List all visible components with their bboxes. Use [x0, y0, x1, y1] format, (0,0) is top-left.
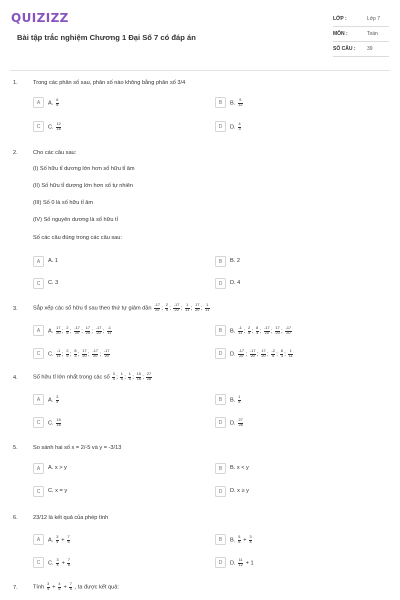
option-text — [230, 396, 242, 404]
denominator: 5 — [120, 376, 123, 381]
text-segment: D. — [230, 124, 238, 131]
text-segment: A. — [48, 100, 55, 107]
text-segment: Số hữu tỉ lớn nhất trong các số — [33, 374, 112, 381]
text-segment: C. — [48, 351, 56, 358]
question-text — [33, 583, 119, 591]
meta-grade-label: LỚP : — [333, 16, 347, 22]
fraction — [74, 350, 77, 358]
option-letter: B — [215, 463, 226, 474]
numerator: 27 — [146, 372, 152, 376]
text-segment: + 1 — [244, 560, 254, 567]
denominator: 20 — [195, 307, 200, 312]
denominator: 4 — [47, 586, 50, 591]
fraction — [104, 350, 110, 358]
fraction — [85, 327, 90, 335]
option-text: D. 4 — [230, 280, 241, 286]
fraction — [205, 304, 210, 312]
question-number: 1. — [13, 80, 18, 86]
numerator: 4 — [238, 122, 241, 126]
separator: ; — [245, 351, 249, 358]
separator: ; — [116, 374, 120, 381]
option-text — [48, 350, 111, 358]
fraction — [47, 583, 50, 591]
option-text: B. 2 — [230, 258, 240, 264]
fraction — [248, 327, 251, 335]
separator: ; — [169, 305, 173, 312]
text-segment: Tính — [33, 584, 46, 591]
text-segment: Sắp xếp các số hữu tỉ sau theo thứ tự giảm dần — [33, 305, 154, 312]
option-letter: C — [33, 121, 44, 132]
denominator: 16 — [56, 422, 61, 427]
numerator: 8 — [280, 349, 283, 353]
option-letter: B — [215, 534, 226, 545]
fraction — [56, 99, 59, 107]
numerator: 3 — [249, 535, 252, 539]
operator: + — [50, 584, 58, 591]
option-letter: A — [33, 394, 44, 405]
fraction — [56, 536, 59, 544]
denominator: 20 — [261, 353, 266, 358]
fraction — [250, 350, 256, 358]
numerator: 8 — [256, 326, 259, 330]
fraction — [285, 327, 291, 335]
numerator: 3 — [56, 395, 59, 399]
numerator: 7 — [67, 558, 70, 562]
denominator: 20 — [275, 330, 280, 335]
denominator: 6 — [67, 539, 70, 544]
numerator: -17 — [95, 326, 102, 330]
separator: ; — [61, 328, 65, 335]
question-text: Trong các phân số sau, phân số nào không bằng phân số 3/4 — [33, 80, 186, 86]
option-text — [48, 327, 113, 335]
fraction — [56, 350, 61, 358]
fraction — [66, 350, 69, 358]
fraction — [107, 327, 112, 335]
denominator: 20 — [82, 353, 87, 358]
fraction — [146, 373, 151, 381]
option-letter: B — [215, 394, 226, 405]
header-divider — [10, 70, 390, 71]
meta-count — [333, 42, 389, 57]
numerator: 12 — [56, 122, 61, 126]
option-letter: A — [33, 463, 44, 474]
separator: ; — [161, 305, 165, 312]
numerator: 1 — [289, 349, 292, 353]
text-segment: A. — [48, 397, 55, 404]
fraction — [66, 327, 69, 335]
document-title: Bài tập trắc nghiệm Chương 1 Đại Số 7 có đáp án — [17, 33, 196, 42]
denominator: 5 — [272, 353, 275, 358]
option-letter: C — [33, 348, 44, 359]
denominator: 20 — [239, 353, 244, 358]
denominator: 11 — [185, 307, 190, 312]
fraction — [256, 327, 259, 335]
denominator: 4 — [112, 376, 115, 381]
numerator: 3 — [56, 535, 59, 539]
header — [0, 0, 400, 66]
fraction — [238, 123, 241, 131]
fraction — [238, 350, 244, 358]
numerator: 15 — [56, 418, 61, 422]
fraction — [238, 327, 243, 335]
denominator: 12 — [238, 102, 243, 107]
numerator: 3 — [47, 582, 50, 586]
denominator: 4 — [56, 399, 59, 404]
meta-subject-value: Toán — [367, 31, 378, 37]
numerator: 17 — [275, 326, 280, 330]
numerator: -1 — [107, 326, 111, 330]
statement-1: (I) Số hữu tỉ dương lớn hơn số hữu tỉ âm — [33, 166, 135, 172]
denominator: 4 — [249, 539, 252, 544]
denominator: 5 — [69, 586, 72, 591]
numerator: 17 — [85, 326, 90, 330]
fraction — [56, 396, 59, 404]
fraction — [173, 304, 179, 312]
fraction — [67, 536, 70, 544]
denominator: 20 — [56, 330, 61, 335]
separator: ; — [142, 374, 146, 381]
separator: ; — [284, 351, 288, 358]
option-letter: B — [215, 256, 226, 267]
denominator: 20 — [85, 330, 90, 335]
fraction — [56, 419, 61, 427]
numerator: 1 — [128, 372, 131, 376]
option-letter: C — [33, 417, 44, 428]
numerator: 8 — [74, 349, 77, 353]
operator: + — [241, 537, 249, 544]
option-letter: D — [215, 417, 226, 428]
option-letter: B — [215, 325, 226, 336]
numerator: -1 — [56, 349, 61, 353]
fraction — [67, 559, 70, 567]
fraction — [120, 373, 123, 381]
fraction — [154, 304, 160, 312]
fraction — [185, 304, 190, 312]
separator: ; — [99, 351, 103, 358]
denominator: 20 — [75, 330, 80, 335]
option-text — [48, 123, 62, 131]
separator: ; — [69, 351, 74, 358]
option-text — [230, 327, 293, 335]
option-text — [230, 99, 244, 107]
meta-subject-label: MÔN : — [333, 31, 348, 37]
separator: ; — [61, 351, 65, 358]
numerator: -17 — [238, 349, 245, 353]
separator: ; — [132, 374, 136, 381]
option-text — [48, 419, 62, 427]
option-text: A. 1 — [48, 258, 58, 264]
separator: ; — [180, 305, 184, 312]
fraction — [264, 327, 270, 335]
denominator: 28 — [146, 376, 152, 381]
separator: ; — [266, 351, 271, 358]
numerator: -17 — [285, 326, 292, 330]
numerator: 7 — [67, 535, 70, 539]
text-segment: D. — [230, 560, 238, 567]
question-text: 23/12 là kết quả của phép tính — [33, 515, 109, 521]
denominator: 3 — [238, 126, 241, 131]
denominator: 5 — [165, 307, 168, 312]
fraction — [56, 123, 61, 131]
option-letter: A — [33, 534, 44, 545]
denominator: 16 — [56, 126, 61, 131]
text-segment: B. — [230, 328, 237, 335]
numerator: 1 — [238, 395, 241, 399]
option-letter: B — [215, 97, 226, 108]
fraction — [275, 327, 280, 335]
text-segment: A. — [48, 328, 55, 335]
text-segment: C. — [48, 560, 56, 567]
option-text: A. x > y — [48, 465, 67, 471]
option-text — [230, 536, 253, 544]
fraction — [249, 536, 252, 544]
separator: ; — [102, 328, 106, 335]
denominator: 3 — [256, 330, 259, 335]
denominator: 20 — [93, 353, 98, 358]
numerator: 15 — [136, 372, 141, 376]
question-number: 7. — [13, 585, 18, 591]
numerator: 3 — [56, 558, 59, 562]
separator: ; — [251, 328, 255, 335]
separator: ; — [259, 328, 263, 335]
fraction — [112, 373, 115, 381]
option-letter: A — [33, 97, 44, 108]
numerator: -2 — [271, 349, 275, 353]
numerator: -17 — [74, 326, 80, 330]
separator: ; — [88, 351, 92, 358]
numerator: -17 — [173, 303, 180, 307]
fraction — [238, 419, 243, 427]
option-letter: A — [33, 325, 44, 336]
fraction — [271, 350, 275, 358]
separator: ; — [91, 328, 95, 335]
denominator: 20 — [286, 330, 291, 335]
question-number: 5. — [13, 445, 18, 451]
fraction — [92, 350, 98, 358]
denominator: 11 — [56, 353, 61, 358]
fraction — [238, 99, 243, 107]
numerator: 6 — [56, 98, 59, 102]
question-number: 6. — [13, 515, 18, 521]
numerator: 5 — [238, 535, 241, 539]
numerator: 1 — [120, 372, 123, 376]
option-letter: D — [215, 278, 226, 289]
question-text: Cho các câu sau: — [33, 150, 77, 156]
denominator: 20 — [250, 353, 255, 358]
numerator: 4 — [58, 582, 61, 586]
numerator: 17 — [82, 349, 87, 353]
option-text — [48, 396, 60, 404]
fraction — [261, 350, 266, 358]
denominator: 8 — [56, 102, 59, 107]
fraction — [56, 327, 61, 335]
denominator: 5 — [238, 399, 241, 404]
text-segment: , ta được kết quả: — [73, 584, 119, 591]
numerator: 27 — [238, 418, 243, 422]
text-segment: D. — [230, 351, 238, 358]
fraction — [288, 350, 293, 358]
meta-grade — [333, 12, 389, 27]
numerator: -17 — [264, 326, 270, 330]
denominator: 5 — [128, 376, 131, 381]
operator: + — [60, 560, 67, 567]
numerator: 2 — [248, 326, 251, 330]
denominator: 12 — [238, 562, 243, 567]
question-prompt: Số các câu đúng trong các câu sau: — [33, 235, 122, 241]
denominator: 16 — [136, 376, 141, 381]
separator: ; — [243, 328, 247, 335]
denominator: 11 — [238, 330, 243, 335]
option-letter: D — [215, 121, 226, 132]
operator: + — [61, 584, 69, 591]
meta-subject — [333, 27, 389, 42]
numerator: -17 — [103, 349, 110, 353]
denominator: 6 — [238, 539, 241, 544]
denominator: 11 — [107, 330, 112, 335]
numerator: 17 — [56, 326, 61, 330]
separator: ; — [256, 351, 260, 358]
separator: ; — [124, 374, 128, 381]
numerator: -17 — [92, 349, 99, 353]
meta-grade-value: Lớp 7 — [367, 16, 381, 22]
text-segment: A. — [48, 537, 55, 544]
option-letter: C — [33, 278, 44, 289]
statement-3: (III) Số 0 là số hữu tỉ âm — [33, 200, 94, 206]
denominator: 5 — [66, 353, 69, 358]
denominator: 5 — [58, 586, 61, 591]
denominator: 20 — [104, 353, 109, 358]
question-text: So sánh hai số x = 2/-5 và y = -3/13 — [33, 445, 122, 451]
denominator: 20 — [155, 307, 160, 312]
operator: + — [59, 537, 67, 544]
numerator: 1 — [206, 303, 209, 307]
numerator: 17 — [195, 303, 200, 307]
option-text: C. 3 — [48, 280, 59, 286]
denominator: 4 — [56, 539, 59, 544]
statement-4: (IV) Số nguyên dương là số hữu tỉ — [33, 217, 118, 223]
denominator: 11 — [205, 307, 210, 312]
fraction — [82, 350, 87, 358]
separator: ; — [81, 328, 85, 335]
denominator: 11 — [288, 353, 293, 358]
separator: ; — [271, 328, 275, 335]
meta-count-value: 39 — [367, 46, 373, 52]
question-number: 3. — [13, 306, 18, 312]
fraction — [238, 559, 243, 567]
option-letter: A — [33, 256, 44, 267]
fraction — [136, 373, 141, 381]
option-letter: C — [33, 486, 44, 497]
separator: ; — [281, 328, 285, 335]
option-text: D. x ≥ y — [230, 488, 249, 494]
denominator: 5 — [66, 330, 69, 335]
option-text — [48, 559, 71, 567]
statement-2: (II) Số hữu tỉ dương lớn hơn số tự nhiên — [33, 183, 133, 189]
text-segment: B. — [230, 537, 237, 544]
fraction — [74, 327, 80, 335]
question-number: 4. — [13, 375, 18, 381]
option-text — [48, 536, 71, 544]
denominator: 20 — [174, 307, 179, 312]
fraction — [56, 559, 59, 567]
option-letter: C — [33, 557, 44, 568]
fraction — [195, 304, 200, 312]
numerator: -17 — [249, 349, 256, 353]
fraction — [96, 327, 102, 335]
fraction — [69, 583, 72, 591]
quizizz-logo: QUIZIZZ — [11, 11, 69, 25]
separator: ; — [69, 328, 73, 335]
fraction — [165, 304, 168, 312]
denominator: 3 — [74, 353, 77, 358]
separator: ; — [77, 351, 82, 358]
denominator: 28 — [238, 422, 243, 427]
numerator: 3 — [112, 372, 115, 376]
text-segment: D. — [230, 420, 238, 427]
option-letter: D — [215, 486, 226, 497]
option-text — [48, 99, 60, 107]
denominator: 20 — [264, 330, 269, 335]
fraction — [238, 396, 241, 404]
denominator: 5 — [248, 330, 251, 335]
numerator: 2 — [165, 303, 168, 307]
meta-count-label: SỐ CÂU : — [333, 46, 356, 52]
question-text — [33, 304, 211, 312]
separator: ; — [200, 305, 204, 312]
fraction — [238, 536, 241, 544]
denominator: 4 — [56, 562, 59, 567]
denominator: 6 — [67, 562, 70, 567]
question-text — [33, 373, 153, 381]
denominator: 3 — [280, 353, 283, 358]
numerator: 2 — [66, 326, 69, 330]
numerator: 11 — [238, 558, 243, 562]
fraction — [58, 583, 61, 591]
text-segment: C. — [48, 124, 56, 131]
option-text — [230, 419, 244, 427]
option-text: C. x = y — [48, 488, 68, 494]
numerator: -17 — [154, 303, 160, 307]
option-text — [230, 559, 254, 567]
text-segment: B. — [230, 100, 237, 107]
option-letter: D — [215, 348, 226, 359]
option-text — [230, 123, 242, 131]
numerator: 2 — [66, 349, 69, 353]
numerator: 17 — [261, 349, 266, 353]
numerator: 7 — [69, 582, 72, 586]
denominator: 20 — [96, 330, 101, 335]
option-letter: D — [215, 557, 226, 568]
text-segment: C. — [48, 420, 56, 427]
option-text — [230, 350, 294, 358]
fraction — [280, 350, 283, 358]
numerator: 1 — [186, 303, 189, 307]
numerator: -1 — [238, 326, 242, 330]
option-text: B. x < y — [230, 465, 249, 471]
separator: ; — [190, 305, 194, 312]
question-number: 2. — [13, 150, 18, 156]
separator: ; — [276, 351, 280, 358]
fraction — [128, 373, 131, 381]
text-segment: B. — [230, 397, 237, 404]
numerator: 9 — [239, 98, 242, 102]
